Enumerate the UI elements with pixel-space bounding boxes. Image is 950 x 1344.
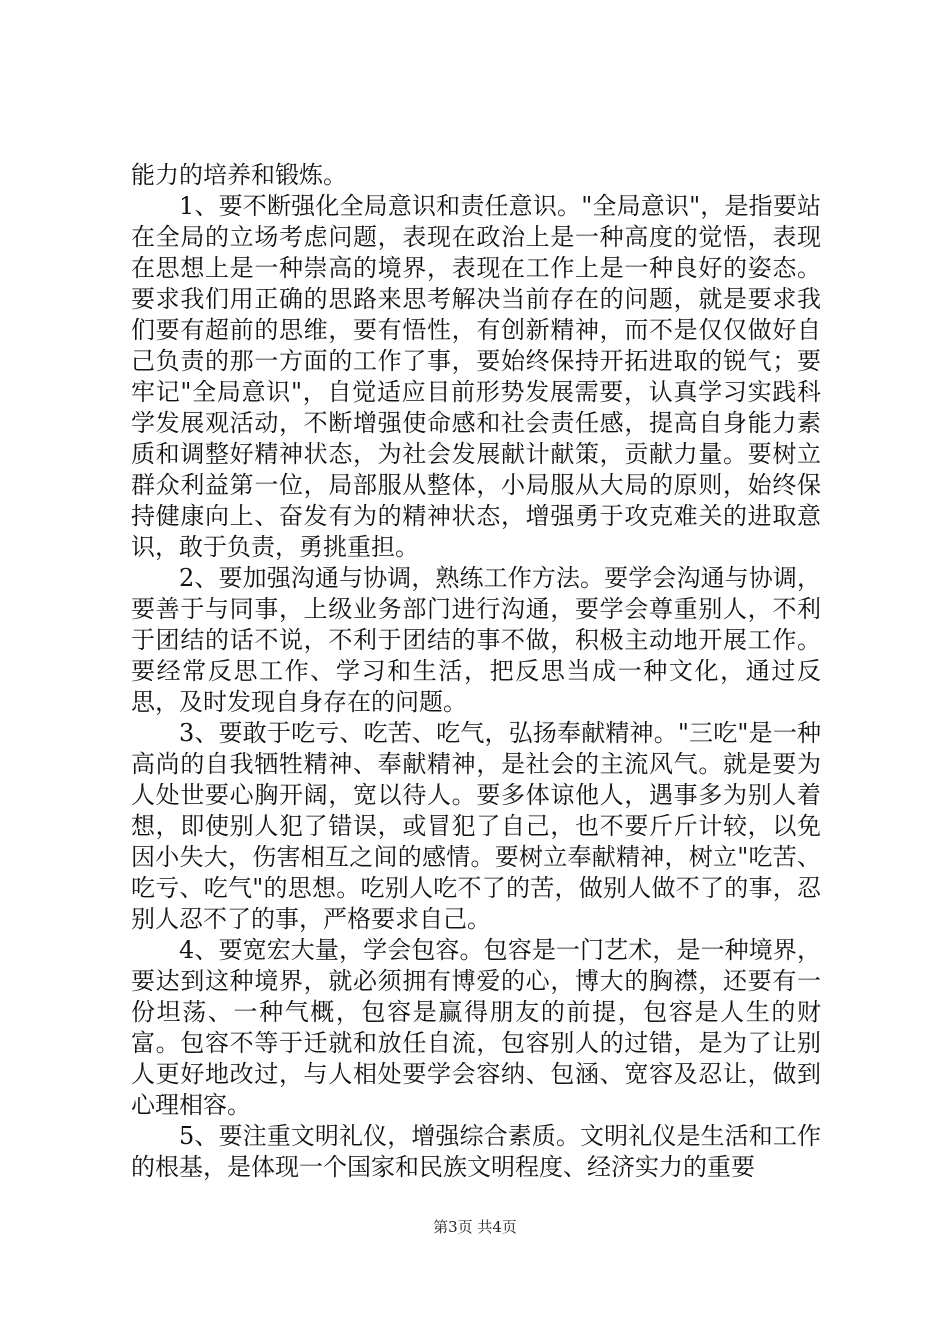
paragraph-5: 5、要注重文明礼仪，增强综合素质。文明礼仪是生活和工作的根基，是体现一个国家和民族文明程度、经济实力的重要	[131, 1122, 821, 1181]
paragraph-1: 1、要不断强化全局意识和责任意识。"全局意识"，是指要站在全局的立场考虑问题，表现在政治上是一种高度的觉悟，表现在思想上是一种崇高的境界，表现在工作上是一种良好的姿态。要求我们用正确的思路来思考解决当前存在的问题，就是要求我们要有超前的思维，要有悟性，有创新精神，而不是仅仅做好自己负责的那一方面的工作了事，要始终保持开拓进取的锐气；要牢记"全局意识"，自觉适应目前形势发展需要，认真学习实践科学发展观活动，不断增强使命感和社会责任感，提高自身能力素质和调整好精神状态，为社会发展献计献策，贡献力量。要树立群众利益第一位，局部服从整体，小局服从大局的原则，始终保持健康向上、奋发有为的精神状态，增强勇于攻克难关的进取意识，敢于负责，勇挑重担。	[131, 192, 821, 561]
paragraph-2: 2、要加强沟通与协调，熟练工作方法。要学会沟通与协调，要善于与同事，上级业务部门进行沟通，要学会尊重别人，不利于团结的话不说，不利于团结的事不做，积极主动地开展工作。要经常反思工作、学习和生活，把反思当成一种文化，通过反思，及时发现自身存在的问题。	[131, 564, 821, 716]
paragraph-continuation: 能力的培养和锻炼。	[131, 161, 347, 189]
paragraph-3: 3、要敢于吃亏、吃苦、吃气，弘扬奉献精神。"三吃"是一种高尚的自我牺牲精神、奉献精神，是社会的主流风气。就是要为人处世要心胸开阔，宽以待人。要多体谅他人，遇事多为别人着想，即使别人犯了错误，或冒犯了自己，也不要斤斤计较，以免因小失大，伤害相互之间的感情。要树立奉献精神，树立"吃苦、吃亏、吃气"的思想。吃别人吃不了的苦，做别人做不了的事，忍别人忍不了的事，严格要求自己。	[131, 719, 821, 933]
paragraph-4: 4、要宽宏大量，学会包容。包容是一门艺术，是一种境界，要达到这种境界，就必须拥有博爱的心，博大的胸襟，还要有一份坦荡、一种气概，包容是赢得朋友的前提，包容是人生的财富。包容不等于迁就和放任自流，包容别人的过错，是为了让别人更好地改过，与人相处要学会容纳、包涵、宽容及忍让，做到心理相容。	[131, 936, 821, 1119]
page-number-footer: 第3页 共4页	[433, 1218, 517, 1236]
document-body	[131, 160, 821, 1183]
